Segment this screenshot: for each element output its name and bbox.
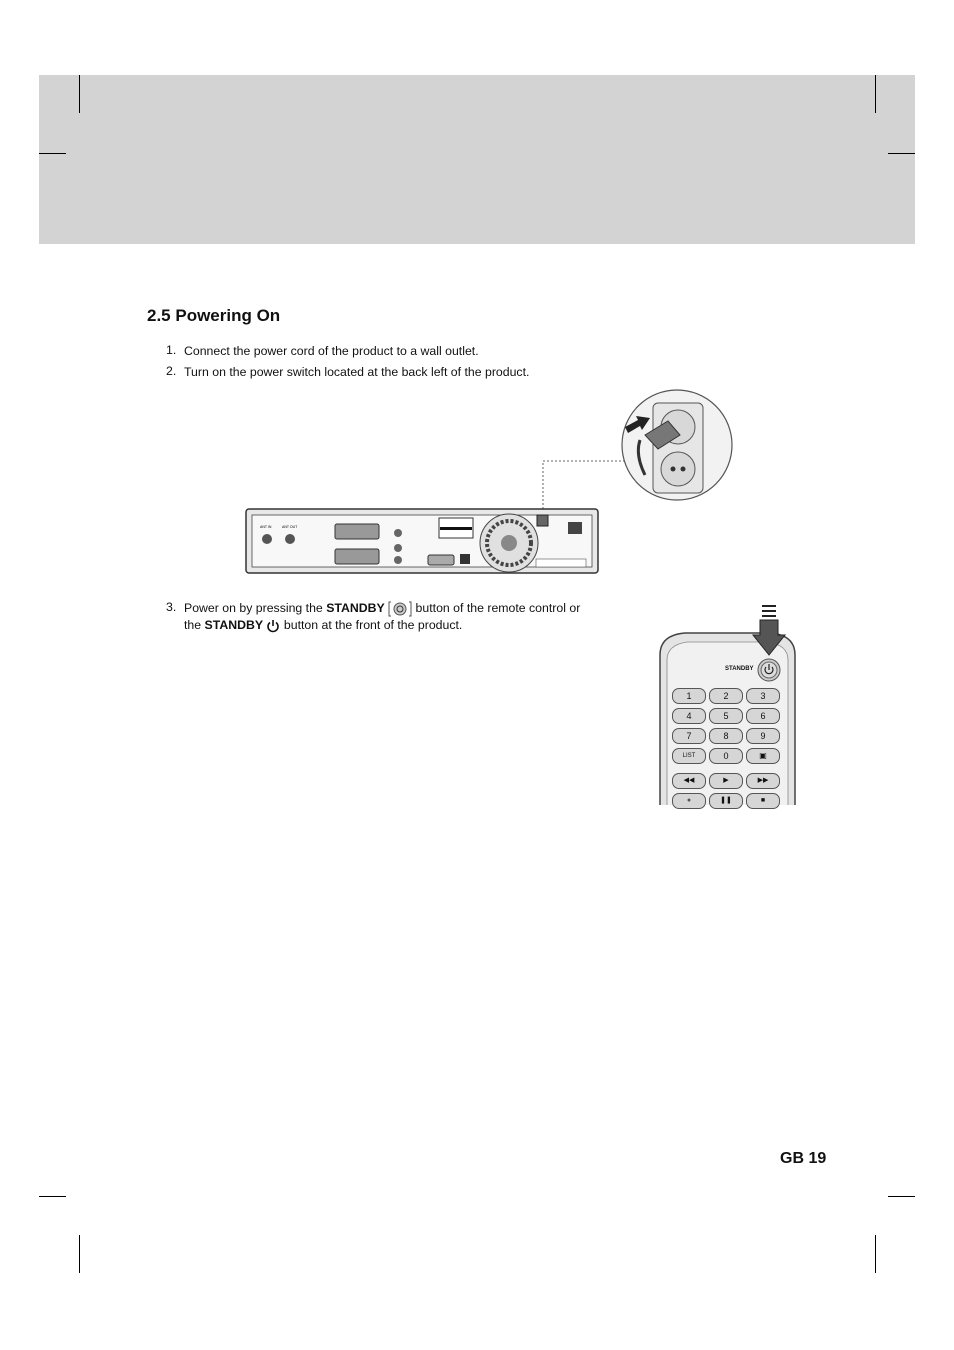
rewind-icon: ◀◀: [672, 773, 706, 789]
crop-mark: [79, 75, 80, 113]
svg-text:ANT IN: ANT IN: [260, 525, 272, 529]
crop-mark: [39, 1196, 66, 1197]
crop-mark: [875, 1235, 876, 1273]
power-icon: [266, 619, 280, 633]
play-icon: ▶: [709, 773, 743, 789]
remote-standby-label: STANDBY: [725, 666, 754, 672]
svg-text:ANT OUT: ANT OUT: [282, 525, 298, 529]
key-5: 5: [709, 708, 743, 724]
step-number: 1.: [166, 343, 177, 357]
page-number: GB 19: [780, 1150, 827, 1167]
step-number: 3.: [166, 600, 177, 614]
rear-panel-illustration: [240, 385, 740, 580]
standby-term: STANDBY: [204, 618, 264, 632]
remote-keypad: [672, 688, 782, 809]
header-band: [39, 75, 915, 244]
step-text: Connect the power cord of the product to a wall outlet.: [184, 344, 479, 358]
step-text-part: the: [184, 618, 205, 632]
crop-mark: [79, 1235, 80, 1273]
key-teletext-icon: ▣: [746, 748, 780, 764]
key-4: 4: [672, 708, 706, 724]
remote-standby-icon: [388, 601, 412, 617]
key-3: 3: [746, 688, 780, 704]
standby-term: STANDBY: [326, 601, 385, 615]
remote-control-illustration: [655, 600, 800, 806]
step-text-part: button at the front of the product.: [283, 618, 463, 632]
crop-mark: [888, 1196, 915, 1197]
device-back-panel: [246, 509, 598, 573]
key-7: 7: [672, 728, 706, 744]
crop-mark: [875, 75, 876, 113]
key-0: 0: [709, 748, 743, 764]
stop-icon: ■: [746, 793, 780, 809]
step-text-part: button of the remote control or: [412, 601, 581, 615]
step-text: Turn on the power switch located at the back left of the product.: [184, 365, 530, 379]
fast-forward-icon: ▶▶: [746, 773, 780, 789]
key-1: 1: [672, 688, 706, 704]
step-text: [184, 617, 462, 634]
step-text-part: Power on by pressing the: [184, 601, 327, 615]
crop-mark: [39, 153, 66, 154]
key-list: LIST: [672, 748, 706, 764]
key-8: 8: [709, 728, 743, 744]
section-title: 2.5 Powering On: [147, 306, 281, 325]
key-2: 2: [709, 688, 743, 704]
key-9: 9: [746, 728, 780, 744]
pause-icon: ❚❚: [709, 793, 743, 809]
crop-mark: [888, 153, 915, 154]
record-icon: ●: [672, 793, 706, 809]
step-text: [184, 600, 580, 617]
step-number: 2.: [166, 364, 177, 378]
key-6: 6: [746, 708, 780, 724]
